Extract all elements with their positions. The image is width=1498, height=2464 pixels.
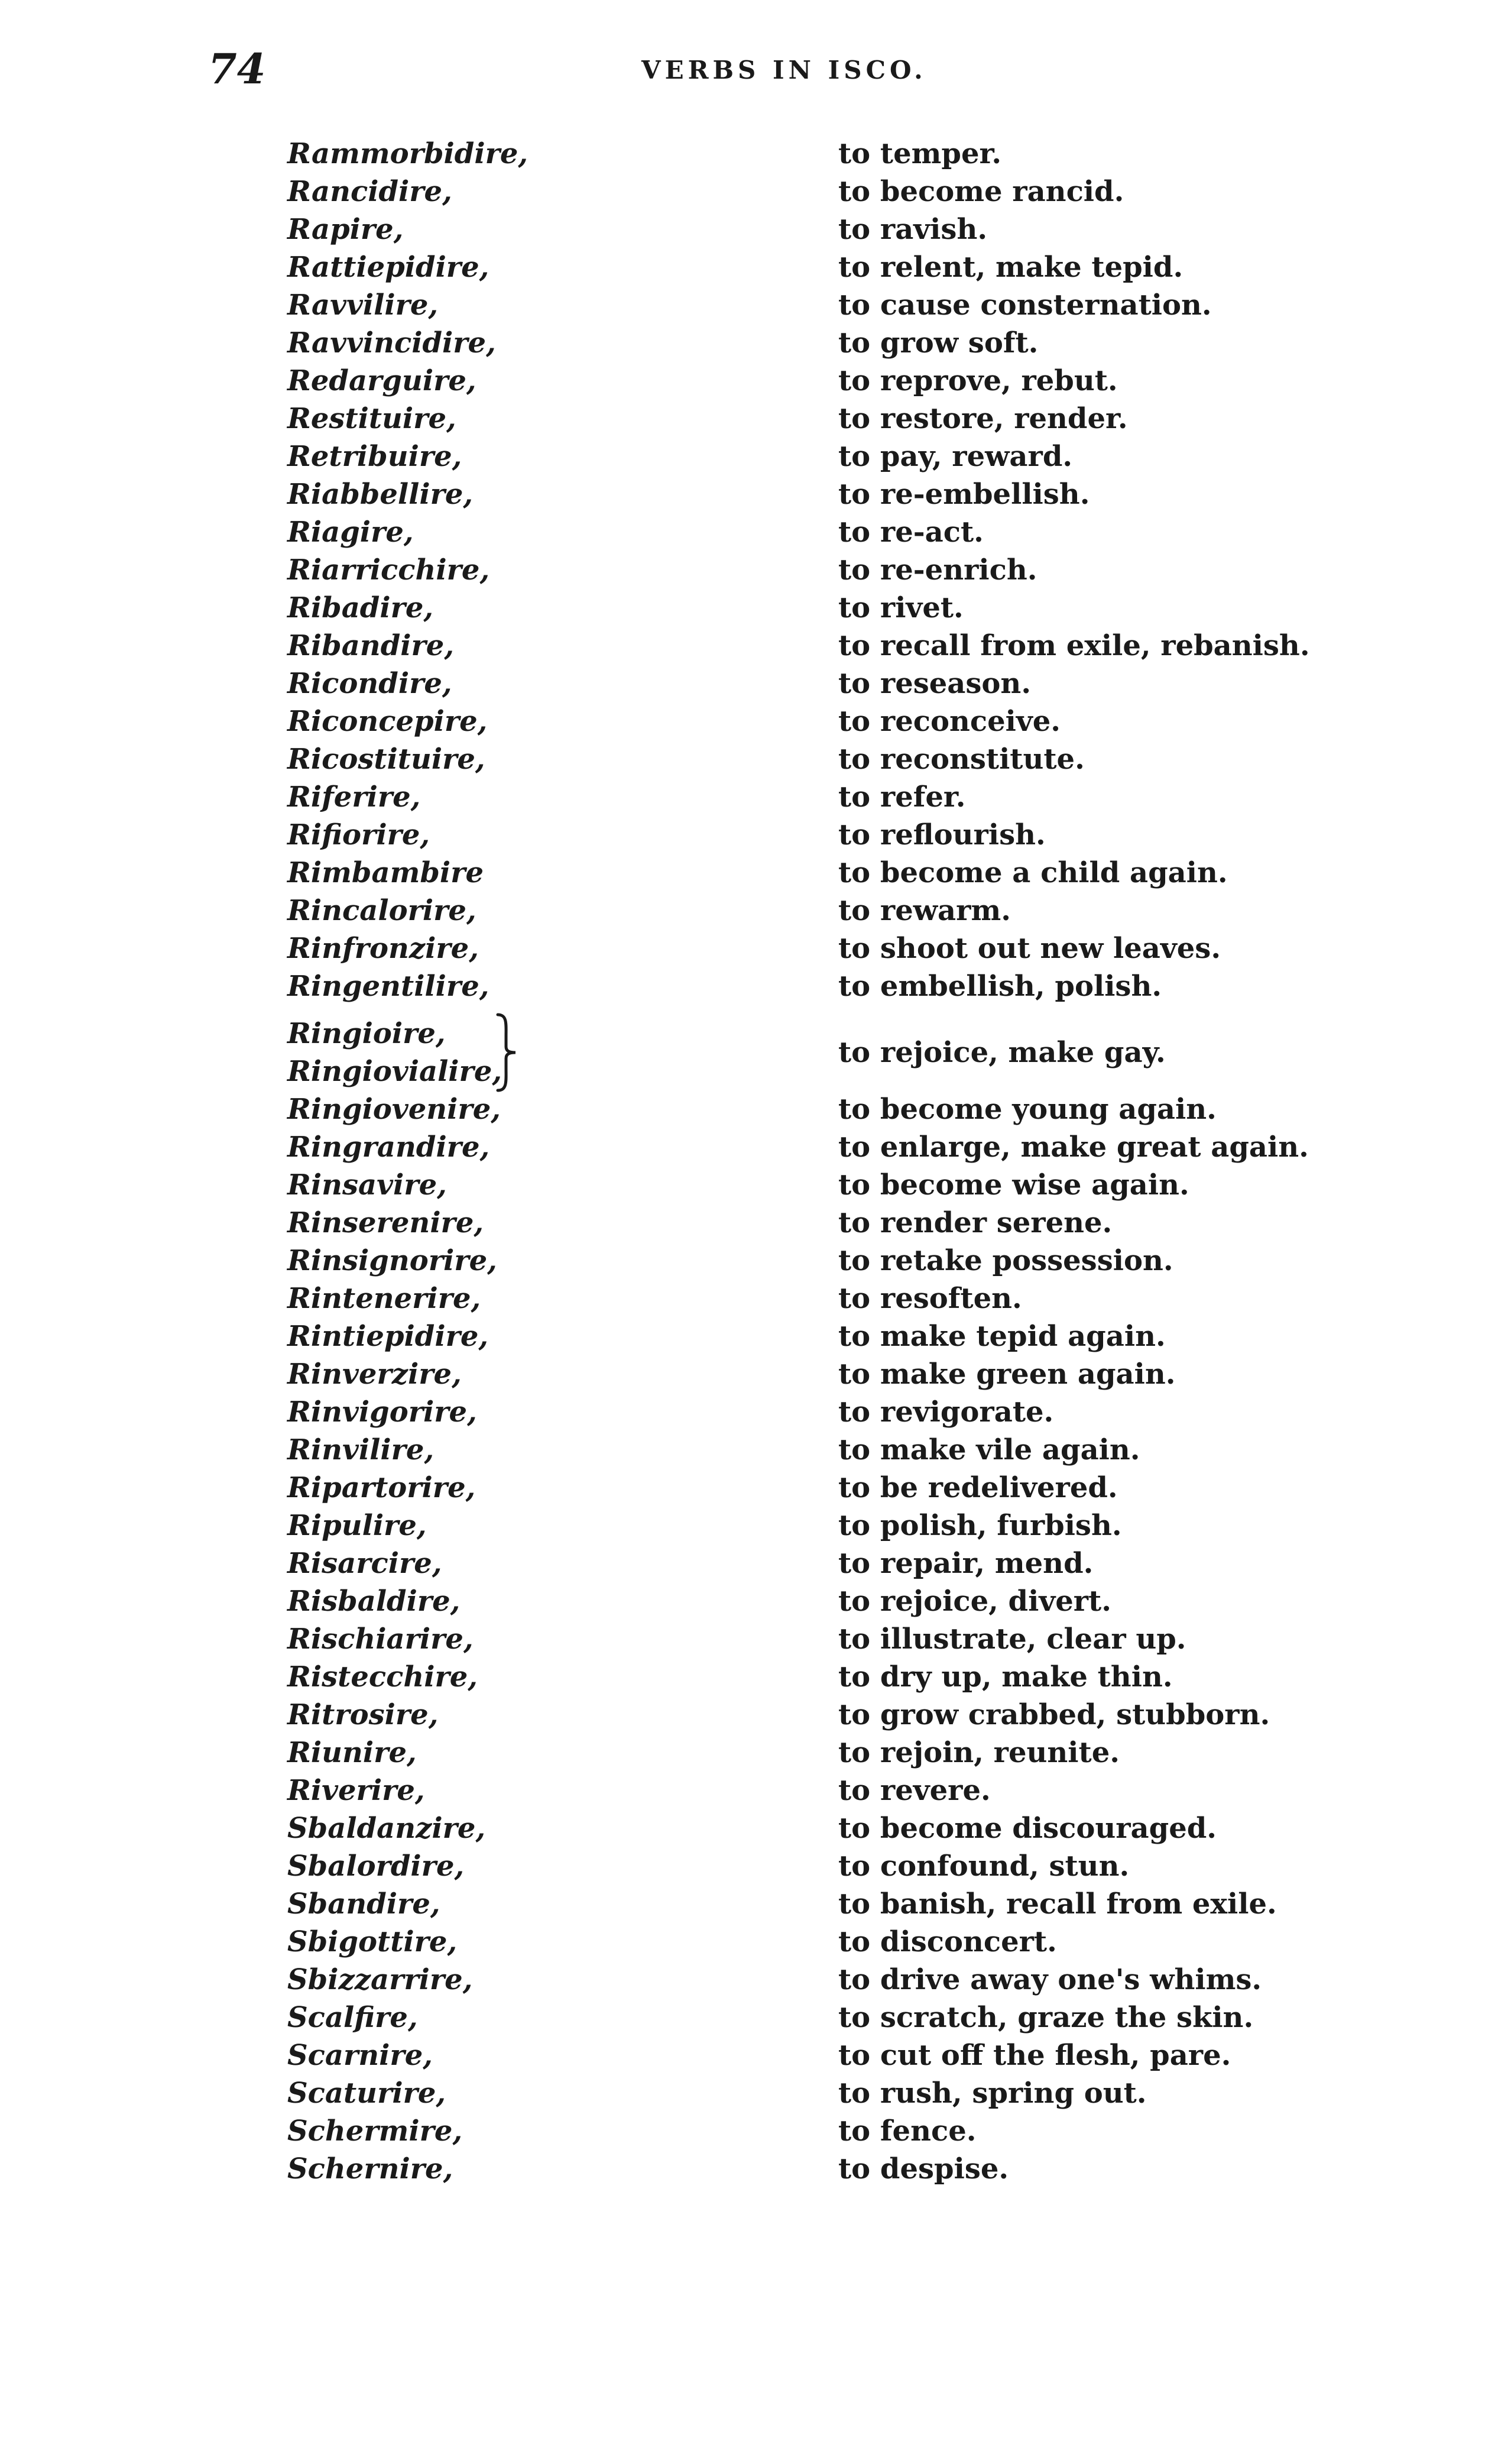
english-meaning: to reseason.	[838, 667, 1032, 700]
list-item	[0, 892, 1498, 930]
list-item	[0, 1090, 1498, 1128]
list-item	[0, 1809, 1498, 1847]
italian-verb: Ripartorire,	[287, 1471, 476, 1504]
english-meaning: to refer.	[838, 781, 966, 814]
italian-verb: Rinvigorire,	[287, 1395, 477, 1429]
english-meaning: to rejoice, divert.	[838, 1585, 1111, 1618]
italian-verb: Sbaldanzire,	[287, 1812, 486, 1845]
italian-verb: Sbalordire,	[287, 1850, 465, 1883]
italian-verb: Redarguire,	[287, 364, 476, 397]
italian-verb: Riunire,	[287, 1736, 417, 1769]
english-meaning: to relent, make tepid.	[838, 251, 1184, 284]
page-number: 74	[208, 44, 266, 93]
list-item	[0, 2150, 1498, 2188]
english-meaning: to re-enrich.	[838, 553, 1037, 587]
italian-verb: Scaturire,	[287, 2077, 446, 2110]
english-meaning: to grow crabbed, stubborn.	[838, 1698, 1270, 1731]
list-item	[0, 589, 1498, 627]
list-item	[0, 2036, 1498, 2074]
list-item	[0, 286, 1498, 324]
italian-verb: Ristecchire,	[287, 1660, 478, 1694]
italian-verb: Rinvilire,	[287, 1433, 435, 1466]
english-meaning: to cause consternation.	[838, 289, 1212, 322]
list-item	[0, 1355, 1498, 1393]
italian-verb: Riagire,	[287, 516, 414, 549]
list-item	[0, 702, 1498, 740]
italian-verb: Ripulire,	[287, 1509, 427, 1542]
italian-verb: Riarricchire,	[287, 553, 490, 587]
english-meaning: to become wise again.	[838, 1168, 1189, 1202]
italian-verb: Rinsavire,	[287, 1168, 447, 1202]
list-item	[0, 740, 1498, 778]
list-item	[0, 967, 1498, 1005]
list-item	[0, 1847, 1498, 1885]
list-item	[0, 1128, 1498, 1166]
italian-verb: Rintiepidire,	[287, 1320, 489, 1353]
list-item	[0, 1923, 1498, 1961]
list-item	[0, 211, 1498, 248]
italian-verb: Rinsignorire,	[287, 1244, 497, 1277]
list-item	[0, 1999, 1498, 2036]
italian-verb: Sbigottire,	[287, 1925, 458, 1958]
list-item	[0, 1053, 1498, 1090]
list-item	[0, 1507, 1498, 1545]
list-item	[0, 2074, 1498, 2112]
english-meaning: to become young again.	[838, 1093, 1217, 1126]
english-meaning: to restore, render.	[838, 402, 1128, 435]
italian-verb: Ringrandire,	[287, 1131, 490, 1164]
italian-verb: Rischiarire,	[287, 1623, 474, 1656]
english-meaning: to temper.	[838, 137, 1002, 170]
english-meaning: to resoften.	[838, 1282, 1022, 1315]
italian-verb: Rimbambire	[287, 856, 484, 889]
list-item	[0, 173, 1498, 211]
english-meaning: to revigorate.	[838, 1395, 1054, 1429]
list-item	[0, 1885, 1498, 1923]
list-item	[0, 1015, 1498, 1053]
list-item	[0, 1658, 1498, 1696]
english-meaning: to shoot out new leaves.	[838, 932, 1221, 965]
english-meaning: to polish, furbish.	[838, 1509, 1122, 1542]
italian-verb: Riconcepire,	[287, 705, 488, 738]
italian-verb: Rifiorire,	[287, 818, 430, 851]
list-item	[0, 1469, 1498, 1507]
italian-verb: Ringiovenire,	[287, 1093, 501, 1126]
brace-icon	[494, 1012, 520, 1093]
list-item	[0, 1280, 1498, 1317]
list-item	[0, 778, 1498, 816]
list-item	[0, 627, 1498, 665]
list-item	[0, 930, 1498, 967]
english-meaning: to re-embellish.	[838, 478, 1090, 511]
english-meaning: to rivet.	[838, 591, 964, 624]
list-item	[0, 1734, 1498, 1772]
list-item	[0, 1961, 1498, 1999]
english-meaning: to recall from exile, rebanish.	[838, 629, 1310, 662]
italian-verb: Riverire,	[287, 1774, 425, 1807]
english-meaning: to revere.	[838, 1774, 991, 1807]
list-item	[0, 1582, 1498, 1620]
italian-verb: Rammorbidire,	[287, 137, 528, 170]
italian-verb: Ricondire,	[287, 667, 452, 700]
list-item	[0, 1431, 1498, 1469]
italian-verb: Rinserenire,	[287, 1206, 484, 1239]
list-item	[0, 248, 1498, 286]
english-meaning: to re-act.	[838, 516, 984, 549]
italian-verb: Schernire,	[287, 2152, 453, 2185]
english-meaning: to make green again.	[838, 1358, 1176, 1391]
italian-verb: Sbandire,	[287, 1887, 440, 1921]
list-item	[0, 816, 1498, 854]
english-meaning: to reprove, rebut.	[838, 364, 1118, 397]
english-meaning: to render serene.	[838, 1206, 1113, 1239]
english-meaning: to rewarm.	[838, 894, 1011, 927]
list-item	[0, 400, 1498, 438]
english-meaning: to dry up, make thin.	[838, 1660, 1173, 1694]
english-meaning: to cut off the flesh, pare.	[838, 2039, 1231, 2072]
english-meaning: to reconceive.	[838, 705, 1061, 738]
italian-verb: Rincalorire,	[287, 894, 476, 927]
list-item	[0, 1393, 1498, 1431]
list-item	[0, 362, 1498, 400]
italian-verb: Ringentilire,	[287, 970, 489, 1003]
english-meaning: to reconstitute.	[838, 743, 1085, 776]
list-item	[0, 135, 1498, 173]
italian-verb: Ravvilire,	[287, 289, 439, 322]
italian-verb: Rancidire,	[287, 175, 452, 208]
italian-verb: Rapire,	[287, 213, 404, 246]
list-item	[0, 1204, 1498, 1242]
english-meaning: to retake possession.	[838, 1244, 1173, 1277]
italian-verb: Schermire,	[287, 2115, 463, 2148]
english-meaning: to embellish, polish.	[838, 970, 1162, 1003]
english-meaning: to fence.	[838, 2115, 977, 2148]
italian-verb: Scarnire,	[287, 2039, 433, 2072]
italian-verb: Rinfronzire,	[287, 932, 479, 965]
italian-verb: Retribuire,	[287, 440, 462, 473]
english-meaning: to despise.	[838, 2152, 1009, 2185]
list-item	[0, 1545, 1498, 1582]
english-meaning: to illustrate, clear up.	[838, 1623, 1186, 1656]
english-meaning: to make tepid again.	[838, 1320, 1166, 1353]
english-meaning: to become rancid.	[838, 175, 1124, 208]
english-meaning: to grow soft.	[838, 326, 1039, 360]
list-item	[0, 438, 1498, 475]
italian-verb: Ritrosire,	[287, 1698, 439, 1731]
italian-verb: Risbaldire,	[287, 1585, 461, 1618]
italian-verb: Ricostituire,	[287, 743, 485, 776]
list-item	[0, 513, 1498, 551]
english-meaning: to confound, stun.	[838, 1850, 1130, 1883]
english-meaning: to make vile again.	[838, 1433, 1140, 1466]
list-item	[0, 1696, 1498, 1734]
english-meaning: to reflourish.	[838, 818, 1046, 851]
italian-verb: Rintenerire,	[287, 1282, 481, 1315]
english-meaning: to repair, mend.	[838, 1547, 1094, 1580]
english-meaning: to drive away one's whims.	[838, 1963, 1262, 1996]
running-title: VERBS IN ISCO.	[641, 56, 927, 85]
english-meaning: to rejoice, make gay.	[838, 1036, 1166, 1069]
italian-verb: Riferire,	[287, 781, 421, 814]
list-item	[0, 2112, 1498, 2150]
list-item	[0, 1317, 1498, 1355]
english-meaning: to be redelivered.	[838, 1471, 1118, 1504]
italian-verb: Ravvincidire,	[287, 326, 496, 360]
italian-verb: Rattiepidire,	[287, 251, 489, 284]
italian-verb: Ringioire,	[287, 1017, 446, 1050]
list-item	[0, 324, 1498, 362]
english-meaning: to rush, spring out.	[838, 2077, 1147, 2110]
italian-verb: Rinverzire,	[287, 1358, 462, 1391]
english-meaning: to pay, reward.	[838, 440, 1073, 473]
list-item	[0, 1166, 1498, 1204]
italian-verb: Restituire,	[287, 402, 456, 435]
italian-verb: Ringiovialire,	[287, 1055, 502, 1088]
english-meaning: to ravish.	[838, 213, 988, 246]
english-meaning: to banish, recall from exile.	[838, 1887, 1277, 1921]
list-item	[0, 1772, 1498, 1809]
list-item	[0, 665, 1498, 702]
italian-verb: Scalfire,	[287, 2001, 418, 2034]
list-item	[0, 854, 1498, 892]
english-meaning: to become a child again.	[838, 856, 1228, 889]
italian-verb: Riabbellire,	[287, 478, 474, 511]
list-item	[0, 1620, 1498, 1658]
italian-verb: Sbizzarrire,	[287, 1963, 473, 1996]
italian-verb: Ribandire,	[287, 629, 455, 662]
english-meaning: to scratch, graze the skin.	[838, 2001, 1254, 2034]
list-item	[0, 1242, 1498, 1280]
english-meaning: to enlarge, make great again.	[838, 1131, 1309, 1164]
english-meaning: to disconcert.	[838, 1925, 1057, 1958]
english-meaning: to become discouraged.	[838, 1812, 1217, 1845]
list-item	[0, 475, 1498, 513]
english-meaning: to rejoin, reunite.	[838, 1736, 1120, 1769]
italian-verb: Risarcire,	[287, 1547, 442, 1580]
list-item	[0, 551, 1498, 589]
italian-verb: Ribadire,	[287, 591, 434, 624]
